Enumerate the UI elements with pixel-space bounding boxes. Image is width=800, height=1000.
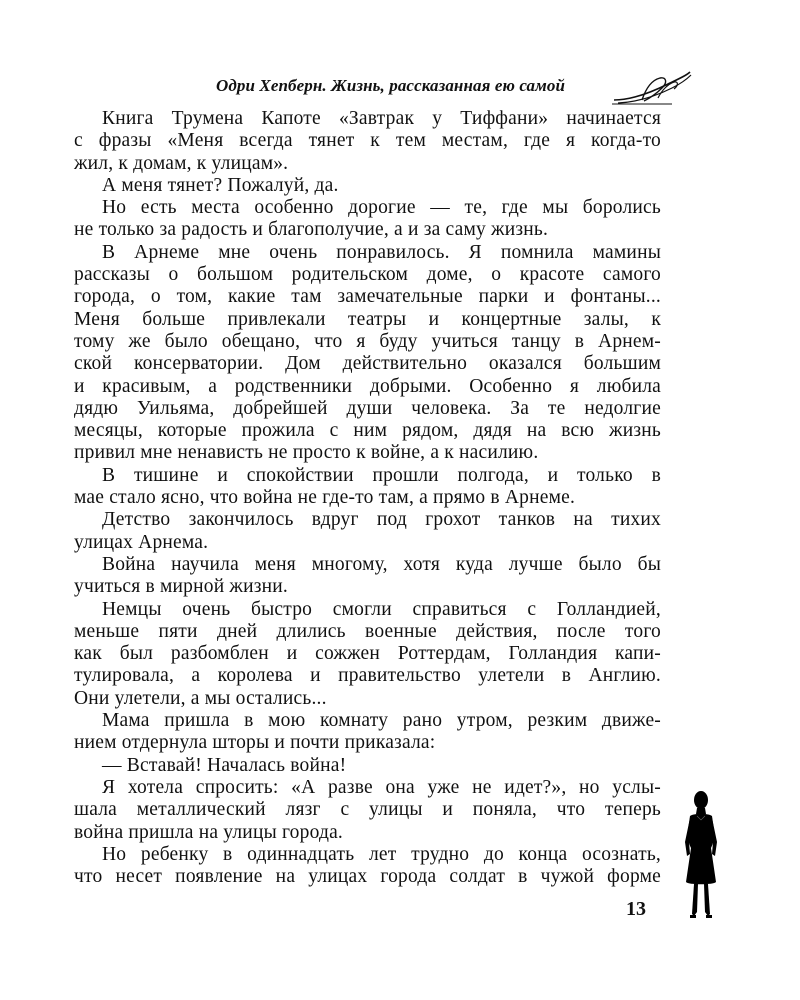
text-line: Но ребенку в одиннадцать лет трудно до конца осознать,: [102, 843, 661, 865]
paragraph: [74, 465, 661, 510]
text-line: как был разбомблен и сожжен Роттердам, Голландия капи-: [74, 643, 661, 665]
paragraph: [74, 710, 661, 755]
paragraph: [74, 242, 661, 465]
woman-silhouette-icon: [676, 790, 726, 920]
text-line: В тишине и спокойствии прошли полгода, и только в: [102, 464, 661, 486]
text-line: Книга Трумена Капоте «Завтрак у Тиффани» начинается: [102, 108, 661, 129]
running-header: [210, 72, 690, 112]
text-line: что несет появление на улицах города солдат в чужой форме: [74, 866, 661, 888]
body-text: [74, 108, 661, 888]
text-line: Я хотела спросить: «А разве она уже не идет?», но услы-: [102, 776, 661, 798]
text-line: Немцы очень быстро смогли справиться с Голландией,: [102, 598, 661, 620]
text-line: привил мне ненависть не просто к войне, а к насилию.: [74, 442, 539, 464]
text-line: с фразы «Меня всегда тянет к тем местам, где я когда-то: [74, 130, 661, 152]
text-line: шала металлический лязг с улицы и поняла, что теперь: [74, 799, 661, 821]
text-line: Мама пришла в мою комнату рано утром, резким движе-: [102, 710, 661, 732]
text-line: тулировала, а королева и правительство улетели в Англию.: [74, 665, 661, 687]
text-line: А меня тянет? Пожалуй, да.: [102, 174, 339, 196]
text-line: война пришла на улицы города.: [74, 821, 344, 843]
page-number: 13: [626, 898, 646, 920]
text-line: — Вставай! Началась война!: [102, 754, 347, 776]
paragraph: [74, 175, 661, 197]
paragraph: [74, 755, 661, 777]
text-line: дядю Уильяма, добрейшей души человека. За те недолгие: [74, 397, 661, 419]
text-line: месяцы, которые прожила с ним рядом, дядя на всю жизнь: [74, 420, 661, 442]
text-line: Они улетели, а мы остались...: [74, 687, 327, 709]
text-line: жил, к домам, к улицам».: [74, 152, 289, 174]
paragraph: [74, 844, 661, 889]
text-line: улицах Арнема.: [74, 531, 209, 553]
text-line: нием отдернула шторы и почти приказала:: [74, 732, 436, 754]
text-line: Детство закончилось вдруг под грохот танков на тихих: [102, 509, 661, 531]
text-line: Меня больше привлекали театры и концертные залы, к: [74, 308, 661, 330]
paragraph: [74, 509, 661, 554]
text-line: мае стало ясно, что война не где-то там, а прямо в Арнеме.: [74, 487, 576, 509]
text-line: и красивым, а родственники добрыми. Особенно я любила: [74, 375, 661, 397]
text-line: меньше пяти дней длились военные действия, после того: [74, 620, 661, 642]
text-line: рассказы о большом родительском доме, о красоте самого: [74, 264, 661, 286]
text-line: ской консерватории. Дом действительно оказался большим: [74, 353, 661, 375]
text-line: города, о том, какие там замечательные парки и фонтаны...: [74, 286, 661, 308]
text-line: Война научила меня многому, хотя куда лучше было бы: [102, 553, 661, 575]
text-line: В Арнеме мне очень понравилось. Я помнила мамины: [102, 241, 661, 263]
text-line: тому же было обещано, что я буду учиться танцу в Арнем-: [74, 330, 661, 352]
text-line: Но есть места особенно дорогие — те, где мы боролись: [102, 197, 661, 219]
paragraph: [74, 599, 661, 710]
paragraph: [74, 777, 661, 844]
text-line: учиться в мирной жизни.: [74, 576, 288, 598]
paragraph: [74, 554, 661, 599]
paragraph: [74, 108, 661, 175]
header-title: Одри Хепберн. Жизнь, рассказанная ею самой: [216, 76, 566, 95]
calligraphic-flourish-icon: [612, 70, 692, 106]
text-line: не только за радость и благополучие, а и за саму жизнь.: [74, 219, 549, 241]
paragraph: [74, 197, 661, 242]
